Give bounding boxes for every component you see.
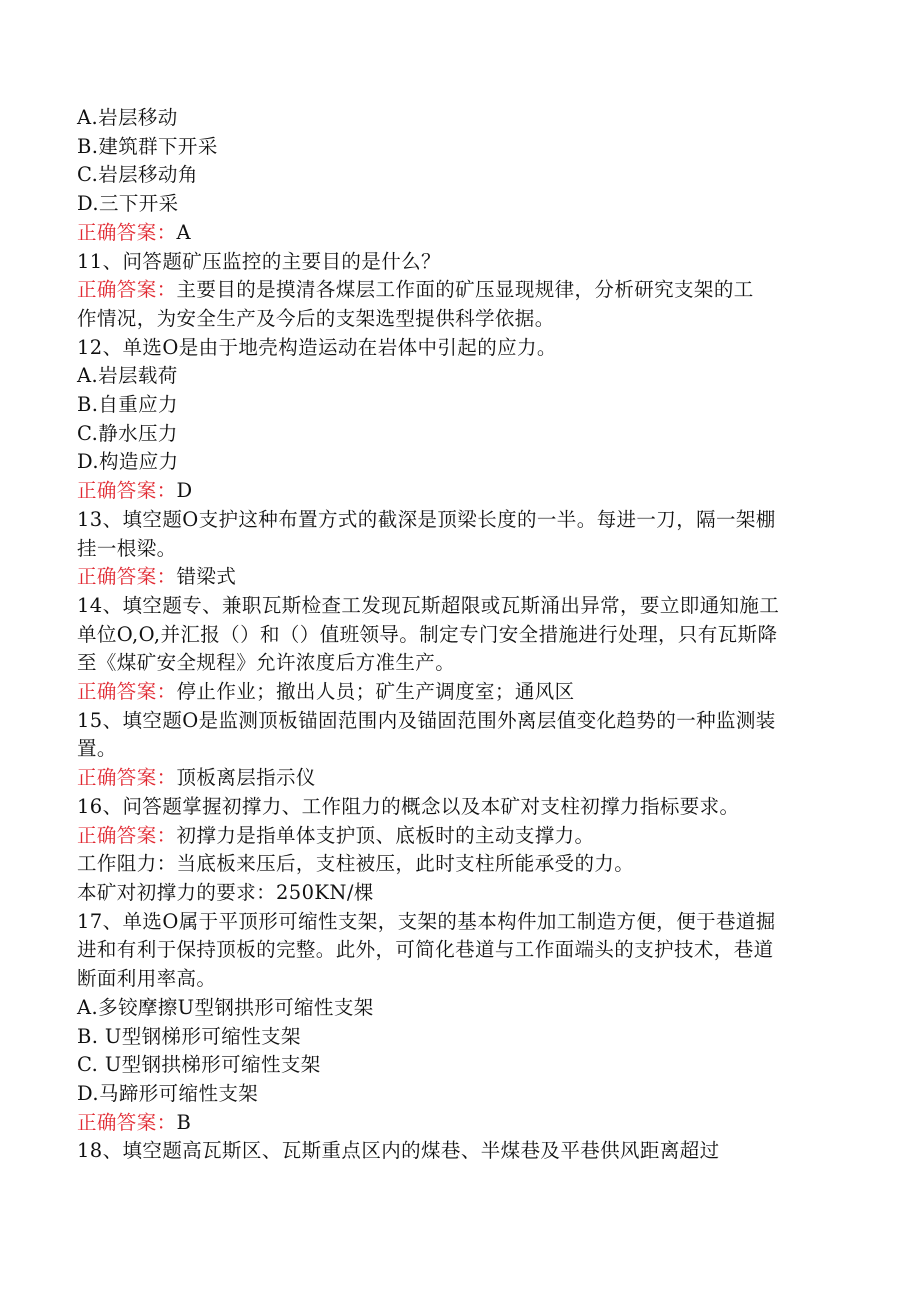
text-line: 14、填空题专、兼职瓦斯检查工发现瓦斯超限或瓦斯涌出异常，要立即通知施工 [77, 593, 780, 617]
document-page [77, 104, 837, 1166]
text-line: 作情况，为安全生产及今后的支架选型提供科学依据。 [77, 306, 555, 330]
answer-value: 停止作业；撤出人员；矿生产调度室；通风区 [176, 680, 575, 704]
text-line: B.建筑群下开采 [77, 134, 218, 158]
text-line: 11、问答题矿压监控的主要目的是什么？ [77, 249, 441, 273]
text-line: 单位O,O,并汇报（）和（）值班领导。制定专门安全措施进行处理，只有瓦斯降 [77, 622, 778, 646]
text-line: 12、单选O是由于地壳构造运动在岩体中引起的应力。 [77, 335, 557, 359]
answer-line [77, 276, 837, 305]
answer-label: 正确答案： [77, 680, 177, 704]
text-line: A.岩层移动 [77, 106, 178, 129]
answer-value: D [176, 479, 193, 503]
text-line: D.构造应力 [77, 450, 179, 474]
answer-line [77, 822, 837, 851]
answer-label: 正确答案： [77, 220, 177, 244]
text-line: 置。 [77, 737, 117, 761]
text-line: D.三下开采 [77, 192, 179, 216]
answer-line [77, 678, 837, 707]
text-line: 工作阻力：当底板来压后，支柱被压，此时支柱所能承受的力。 [77, 852, 635, 876]
answer-value: B [176, 1110, 192, 1134]
answer-label: 正确答案： [77, 823, 177, 847]
answer-line [77, 1109, 837, 1138]
text-line: D.马蹄形可缩性支架 [77, 1081, 259, 1105]
text-line: A.多铰摩擦U型钢拱形可缩性支架 [77, 995, 374, 1019]
answer-line [77, 563, 837, 592]
text-line: 18、填空题高瓦斯区、瓦斯重点区内的煤巷、半煤巷及平巷供风距离超过 [77, 1139, 720, 1163]
answer-label: 正确答案： [77, 479, 177, 503]
answer-line [77, 477, 837, 506]
text-line: B. U型钢梯形可缩性支架 [77, 1024, 301, 1048]
text-line: C.岩层移动角 [77, 163, 198, 187]
text-line: 13、填空题O支护这种布置方式的截深是顶梁长度的一半。每进一刀，隔一架棚 [77, 507, 776, 531]
answer-line [77, 219, 837, 248]
text-line: 本矿对初撑力的要求：250KN/棵 [77, 880, 374, 904]
text-line: 15、填空题O是监测顶板锚固范围内及锚固范围外离层值变化趋势的一种监测装 [77, 708, 776, 732]
text-line: 17、单选O属于平顶形可缩性支架，支架的基本构件加工制造方便，便于巷道掘 [77, 909, 776, 933]
answer-value: 初撑力是指单体支护顶、底板时的主动支撑力。 [176, 823, 595, 847]
text-line: A.岩层载荷 [77, 364, 178, 388]
answer-label: 正确答案： [77, 766, 177, 790]
text-line: 至《煤矿安全规程》允许浓度后方准生产。 [77, 651, 456, 675]
text-line: C.静水压力 [77, 421, 178, 445]
answer-value: 顶板离层指示仪 [176, 766, 316, 790]
answer-label: 正确答案： [77, 1110, 177, 1134]
answer-line [77, 764, 837, 793]
answer-label: 正确答案： [77, 278, 177, 302]
answer-value: 错梁式 [176, 565, 237, 589]
answer-value: 主要目的是摸清各煤层工作面的矿压显现规律，分析研究支架的工 [176, 278, 754, 302]
text-line: C. U型钢拱梯形可缩性支架 [77, 1053, 321, 1077]
text-line: 挂一根梁。 [77, 536, 177, 560]
text-line: 进和有利于保持顶板的完整。此外，可简化巷道与工作面端头的支护技术，巷道 [77, 938, 774, 962]
text-line: 断面利用率高。 [77, 967, 217, 991]
answer-value: A [176, 220, 191, 244]
text-line: 16、问答题掌握初撑力、工作阻力的概念以及本矿对支柱初撑力指标要求。 [77, 794, 740, 818]
answer-label: 正确答案： [77, 565, 177, 589]
text-line: B.自重应力 [77, 393, 178, 417]
